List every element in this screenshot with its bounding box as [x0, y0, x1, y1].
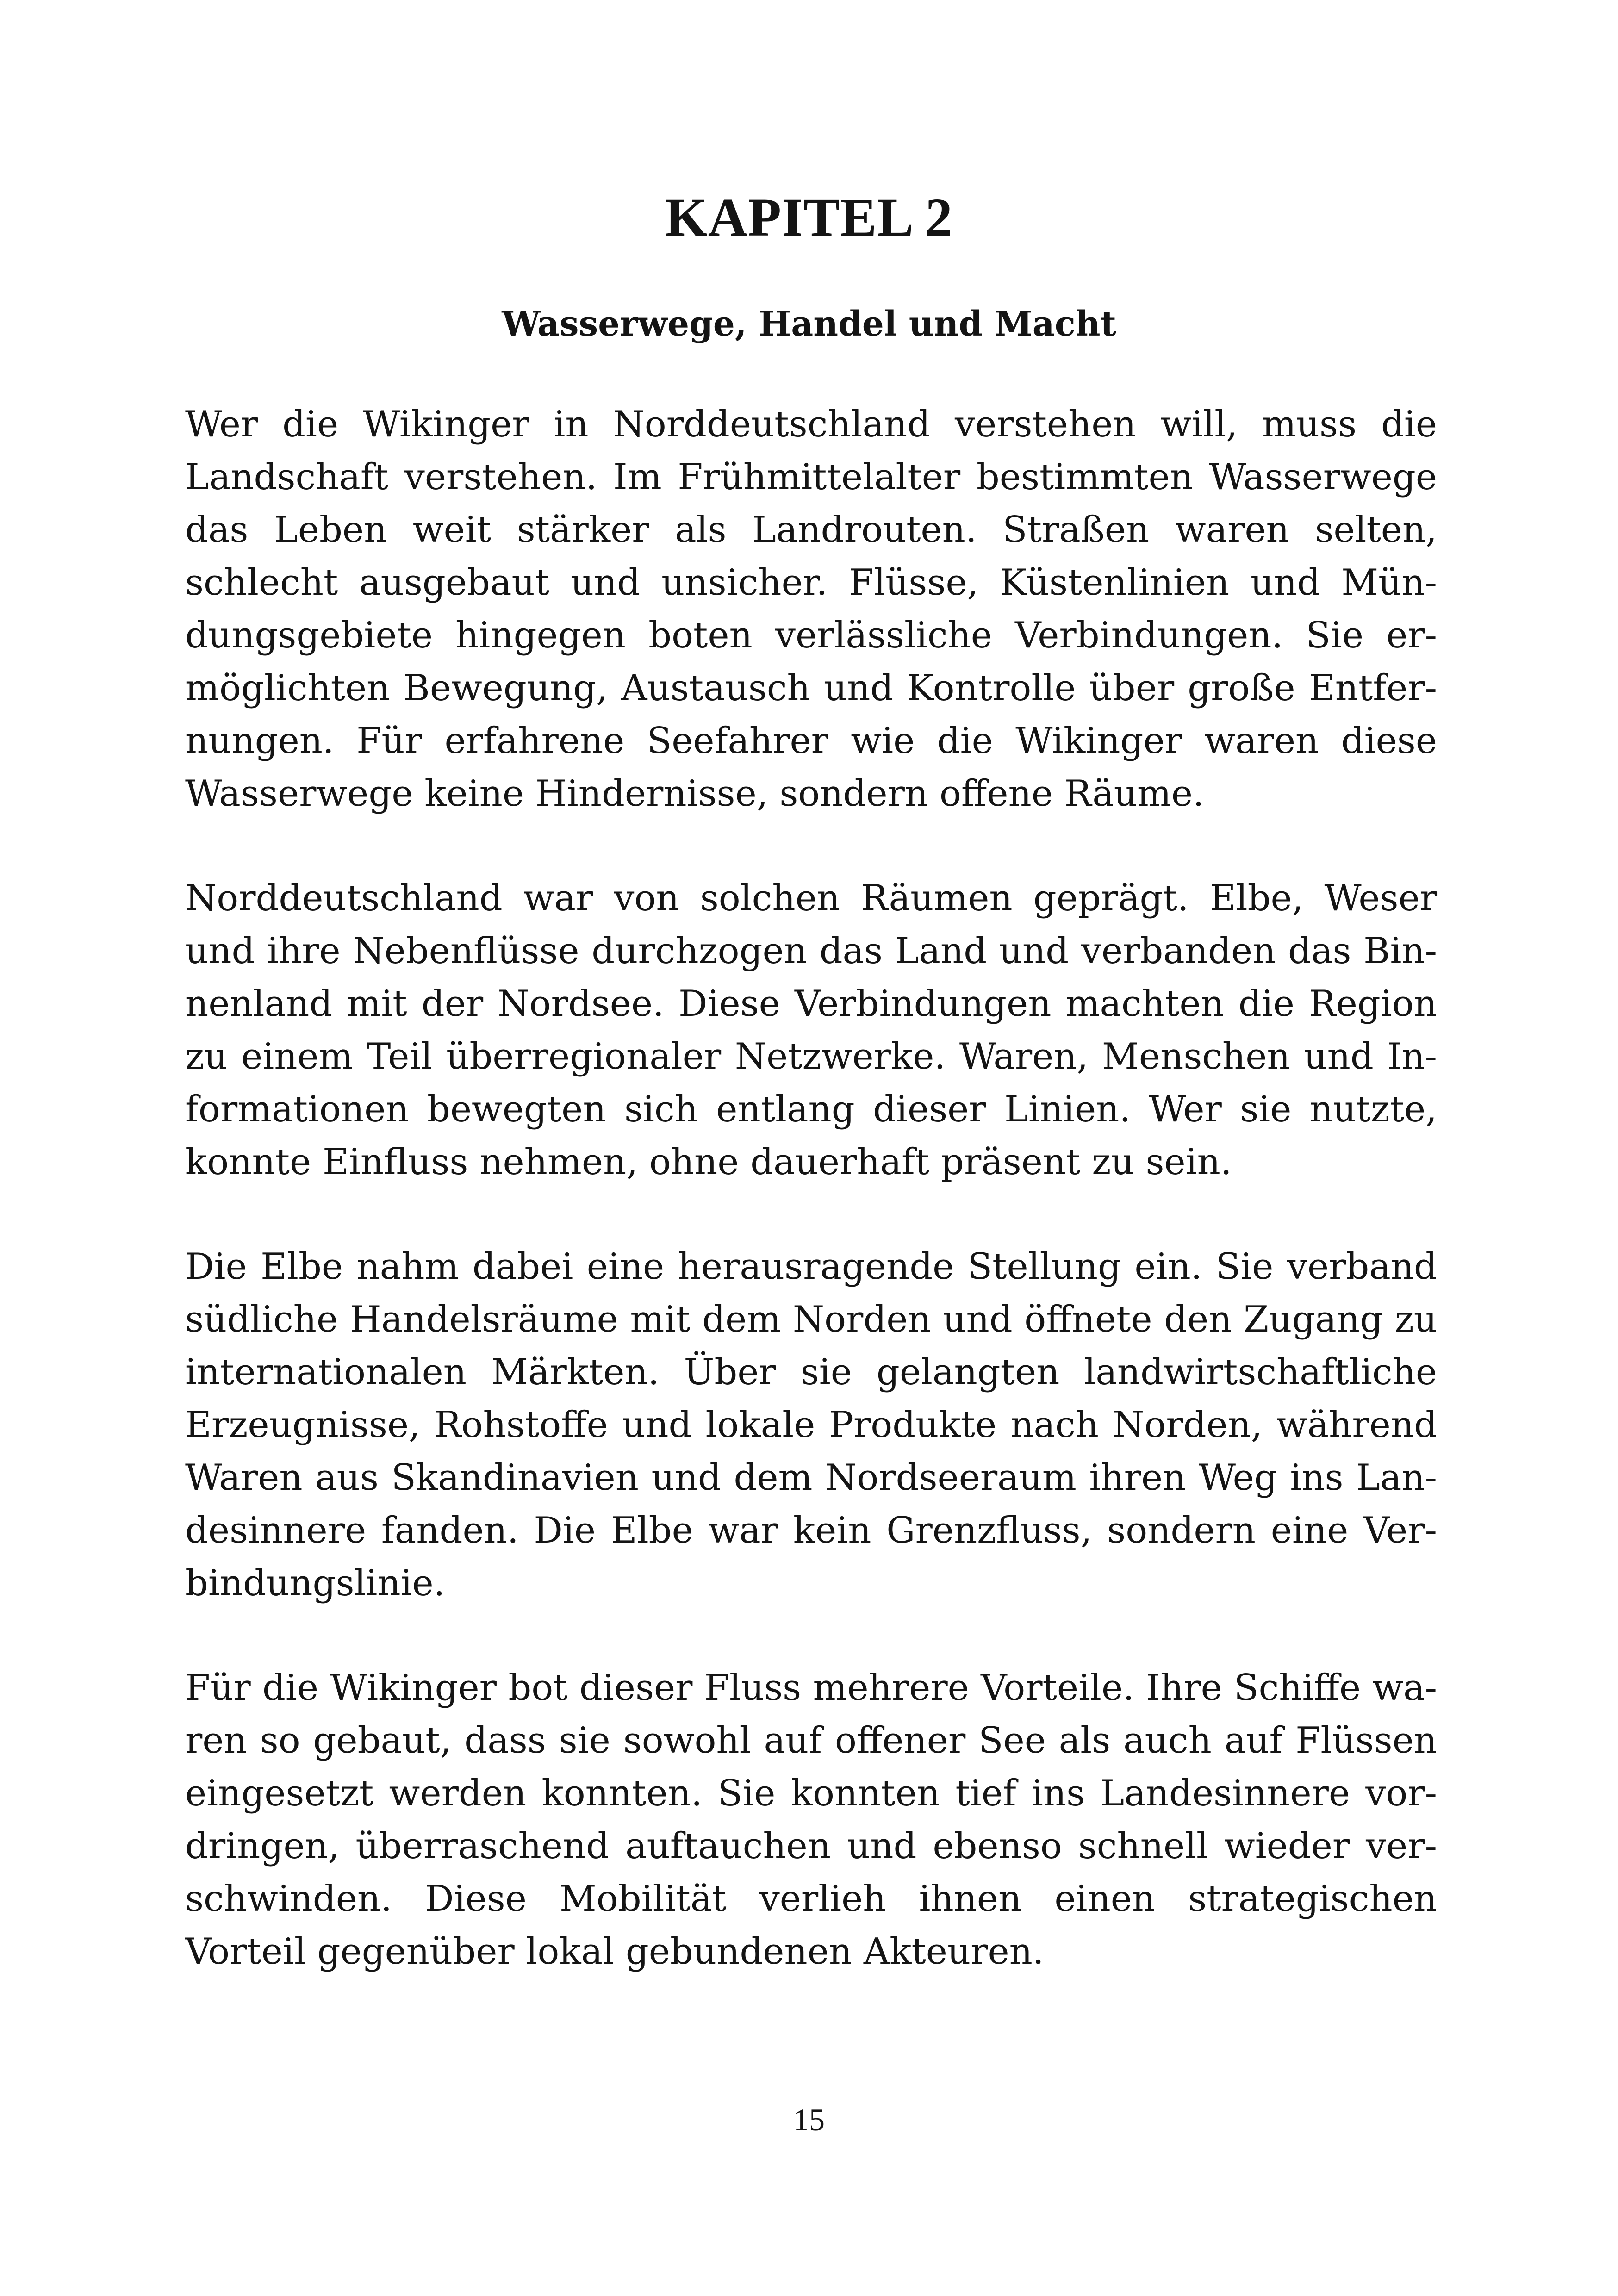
paragraph: Wer die Wikinger in Norddeutschland verstehen will, muss die Landschaft verstehen. Im Frühmittelalter bestimmten Wasserwege das Leben weit stärker als Landrouten. Straßen waren selten, schlecht ausgebaut und unsicher. Flüsse, Küstenlinien und Mündungsgebiete hingegen boten verlässliche Verbindungen. Sie ermöglichten Bewegung, Austausch und Kontrolle über große Entfernungen. Für erfahrene Seefahrer wie die Wikinger waren diese Wasserwege keine Hindernisse, sondern offene Räume.: [185, 404, 1437, 815]
paragraph: Die Elbe nahm dabei eine herausragende Stellung ein. Sie verband südliche Handelsräume mit dem Norden und öffnete den Zugang zu internationalen Märkten. Über sie gelangten landwirtschaftliche Erzeugnisse, Rohstoffe und lokale Produkte nach Norden, während Waren aus Skandinavien und dem Nordseeraum ihren Weg ins Landesinnere fanden. Die Elbe war kein Grenzfluss, sondern eine Verbindungslinie.: [185, 1246, 1437, 1604]
chapter-title: KAPITEL 2: [665, 187, 953, 248]
chapter-subtitle: Wasserwege, Handel und Macht: [502, 304, 1116, 344]
paragraph: Norddeutschland war von solchen Räumen geprägt. Elbe, Weser und ihre Nebenflüsse durchzogen das Land und verbanden das Binnenland mit der Nordsee. Diese Verbindungen machten die Region zu einem Teil überregionaler Netzwerke. Waren, Menschen und Informationen bewegten sich entlang dieser Linien. Wer sie nutzte, konnte Einfluss nehmen, ohne dauerhaft präsent zu sein.: [185, 877, 1437, 1183]
paragraph: Für die Wikinger bot dieser Fluss mehrere Vorteile. Ihre Schiffe waren so gebaut, dass sie sowohl auf offener See als auch auf Flüssen eingesetzt werden konnten. Sie konnten tief ins Landesinnere vordringen, überraschend auftauchen und ebenso schnell wieder verschwinden. Diese Mobilität verlieh ihnen einen strategischen Vorteil gegenüber lokal gebundenen Akteuren.: [185, 1667, 1437, 1972]
page-number: 15: [793, 2102, 825, 2137]
chapter-body: [185, 398, 1437, 2030]
